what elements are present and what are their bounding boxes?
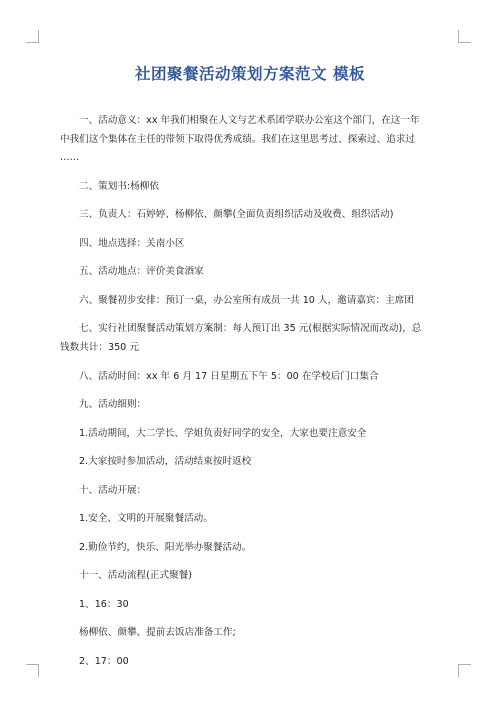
paragraph-budget [60,320,445,357]
paragraph-process-step-1-detail: 杨柳依、颜攀、提前去饭店准备工作; [79,627,236,639]
paragraph-conduct-heading: 十、活动开展： [79,484,147,496]
paragraph-rule-1: 1.活动期间，大二学长、学姐负责好同学的安全，大家也要注意安全 [79,427,367,439]
paragraph-process-step-1: 1、16：30 [79,598,129,610]
paragraph-responsible: 三、负责人：石婷婷、杨柳依、颜攀(全面负责组织活动及收费、组织活动) [79,209,394,221]
paragraph-line: …… [60,152,80,164]
paragraph-location-choice: 四、地点选择：关南小区 [79,237,185,249]
crop-mark-bottom-right [458,664,471,677]
paragraph-line: 中我们这个集体在主任的带领下取得优秀成绩。我们在这里思考过、探索过、追求过 [60,133,415,145]
paragraph-activity-venue: 五、活动地点：评价美食酒家 [79,266,204,278]
paragraph-activity-meaning [60,112,445,168]
paragraph-process-step-2: 2、17：00 [79,655,129,667]
crop-mark-top-right [458,30,471,43]
paragraph-conduct-1: 1.安全、文明的开展聚餐活动。 [79,513,213,525]
paragraph-process-heading: 十一、活动流程(正式聚餐) [79,570,193,582]
paragraph-line: 七、实行社团聚餐活动策划方案制：每人预订出 35 元(根据实际情况而改动)，总 [79,323,422,335]
crop-mark-bottom-left [26,664,39,677]
paragraph-line: 钱数共计：350 元 [60,342,139,354]
paragraph-time: 八、活动时间：xx 年 6 月 17 日星期五下午 5：00 在学校后门口集合 [79,370,379,382]
paragraph-rule-2: 2.大家按时参加活动，活动结束按时返校 [79,456,252,468]
paragraph-rules-heading: 九、活动细则： [79,399,147,411]
paragraph-line: 一、活动意义：xx 年我们相聚在人文与艺术系团学联办公室这个部门，在这一年 [79,115,420,126]
document-body [60,112,445,681]
paragraph-conduct-2: 2.勤俭节约，快乐、阳光举办聚餐活动。 [79,541,252,553]
paragraph-planner: 二、策划书:杨柳依 [79,180,159,192]
document-title: 社团聚餐活动策划方案范文 模板 [135,65,365,83]
crop-mark-top-left [26,30,39,43]
paragraph-arrangement: 六、聚餐初步安排：预订一桌，办公室所有成员一共 10 人，邀请嘉宾：主席团 [79,294,414,306]
